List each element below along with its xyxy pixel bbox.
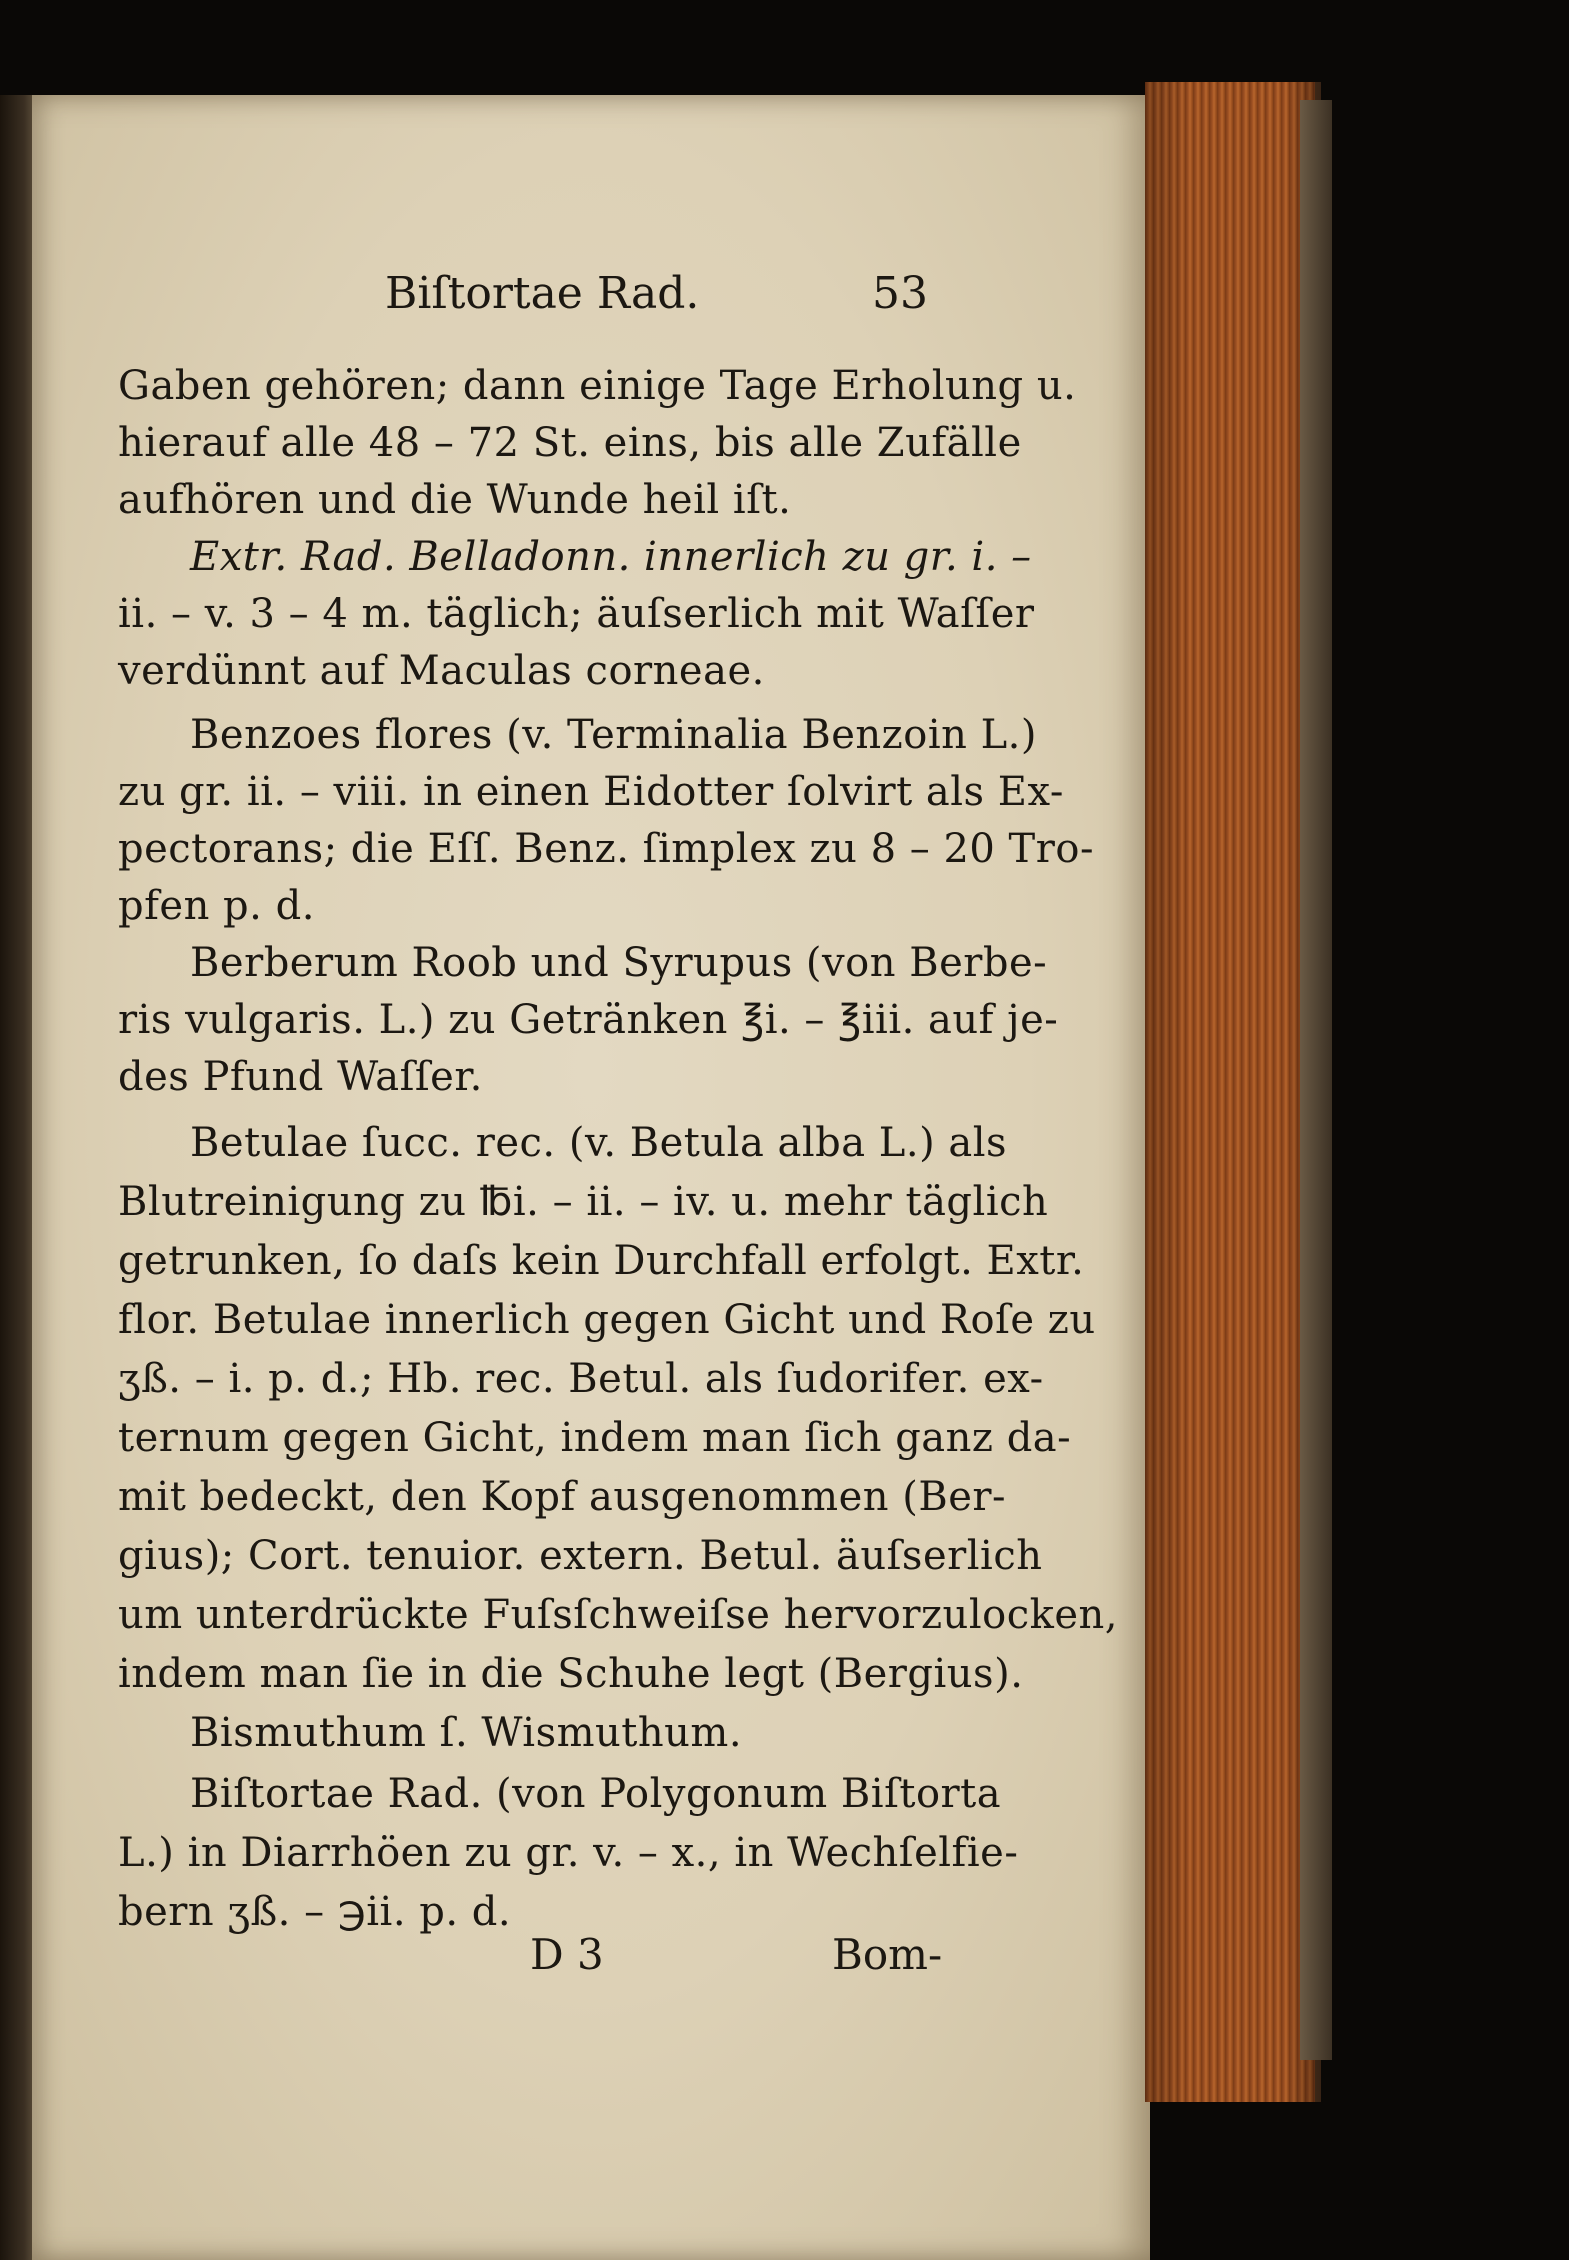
text-line: Blutreinigung zu ℔i. – ii. – iv. u. mehr täglich bbox=[118, 1179, 1049, 1225]
text-line: gius); Cort. tenuior. extern. Betul. äuſserlich bbox=[118, 1533, 1043, 1579]
text-line: verdünnt auf Maculas corneae. bbox=[118, 648, 765, 694]
text-line: zu gr. ii. – viii. in einen Eidotter ſolvirt als Ex- bbox=[118, 769, 1064, 815]
text-line: des Pfund Waſſer. bbox=[118, 1054, 483, 1100]
text-line: Biſtortae Rad. (von Polygonum Biſtorta bbox=[190, 1771, 1002, 1817]
text-line: ʒß. – i. p. d.; Hb. rec. Betul. als ſudorifer. ex- bbox=[118, 1356, 1044, 1402]
cover-board bbox=[1300, 100, 1332, 2060]
text-line: pectorans; die Eſſ. Benz. ſimplex zu 8 – 20 Tro- bbox=[118, 826, 1094, 872]
text-line: L.) in Diarrhöen zu gr. v. – x., in Wechſelfie- bbox=[118, 1830, 1019, 1876]
text-line: pfen p. d. bbox=[118, 883, 315, 929]
text-line: getrunken, ſo daſs kein Durchfall erfolgt. Extr. bbox=[118, 1238, 1085, 1284]
page-number: 53 bbox=[872, 268, 928, 319]
text-line: Benzoes flores (v. Terminalia Benzoin L.) bbox=[190, 712, 1037, 758]
text-line: indem man ſie in die Schuhe legt (Bergius). bbox=[118, 1651, 1024, 1697]
signature-mark: D 3 bbox=[530, 1930, 604, 1979]
fore-edge-shadow bbox=[1145, 82, 1321, 2102]
text-line: aufhören und die Wunde heil iſt. bbox=[118, 477, 792, 523]
text-line: mit bedeckt, den Kopf ausgenommen (Ber- bbox=[118, 1474, 1007, 1520]
text-line: flor. Betulae innerlich gegen Gicht und Roſe zu bbox=[118, 1297, 1096, 1343]
text-line: bern ʒß. – ℈ii. p. d. bbox=[118, 1889, 512, 1935]
text-line: ternum gegen Gicht, indem man ſich ganz da- bbox=[118, 1415, 1072, 1461]
text-line: Gaben gehören; dann einige Tage Erholung u. bbox=[118, 363, 1077, 409]
text-line: hierauf alle 48 – 72 St. eins, bis alle Zufälle bbox=[118, 420, 1022, 466]
running-head: Biſtortae Rad. bbox=[385, 268, 700, 319]
text-line: Extr. Rad. Belladonn. innerlich zu gr. i. – bbox=[190, 534, 1032, 580]
text-line: ris vulgaris. L.) zu Getränken ℥i. – ℥iii. auf je- bbox=[118, 997, 1059, 1043]
text-line: Berberum Roob und Syrupus (von Berbe- bbox=[190, 940, 1048, 986]
text-line: ii. – v. 3 – 4 m. täglich; äuſserlich mit Waſſer bbox=[118, 591, 1035, 637]
text-line: um unterdrückte Fuſsſchweiſse hervorzulocken, bbox=[118, 1592, 1118, 1638]
text-line: Betulae ſucc. rec. (v. Betula alba L.) als bbox=[190, 1120, 1008, 1166]
text-line: Bismuthum ſ. Wismuthum. bbox=[190, 1710, 743, 1756]
catchword: Bom- bbox=[832, 1930, 943, 1979]
